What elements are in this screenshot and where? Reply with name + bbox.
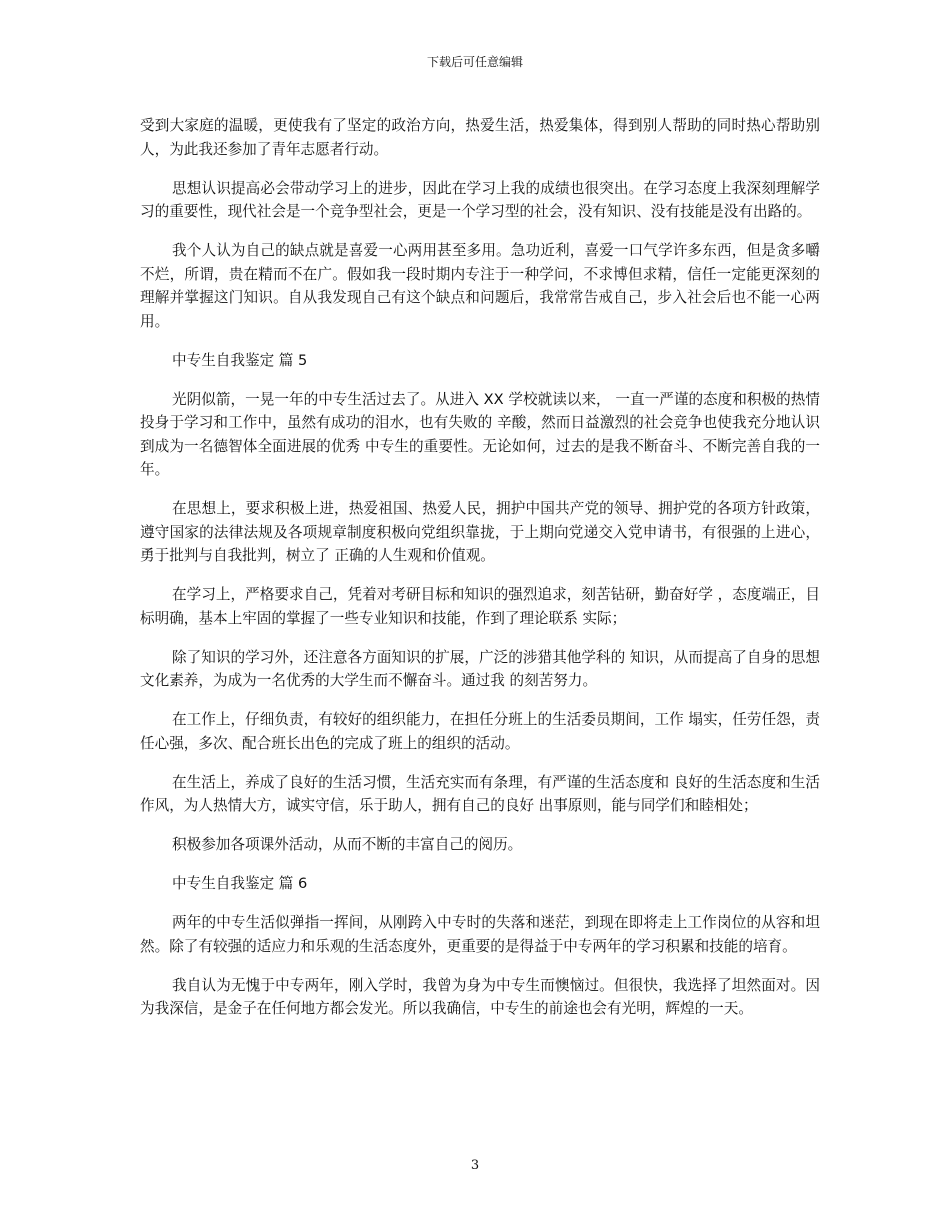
paragraph: 受到大家庭的温暖，更使我有了坚定的政治方向，热爱生活，热爱集体，得到别人帮助的同时热心帮助别人，为此我还参加了青年志愿者行动。 bbox=[140, 117, 820, 158]
paragraph: 我自认为无愧于中专两年，刚入学时，我曾为身为中专生而懊恼过。但很快，我选择了坦然面对。因为我深信，是金子在任何地方都会发光。所以我确信，中专生的前途也会有光明，辉煌的一天。 bbox=[140, 976, 820, 1017]
paragraph: 光阴似箭，一晃一年的中专生活过去了。从进入 XX 学校就读以来， 一直一严谨的态度和积极的热情投身于学习和工作中，虽然有成功的泪水，也有失败的 辛酸，然而日益激烈的社会竞争也使我充分地认识到成为一名德智体全面进展的优秀 中专生的重要性。无论如何，过去的是我不断奋斗、不断完善自我的一年。 bbox=[140, 390, 820, 478]
section-heading: 中专生自我鉴定 篇 5 bbox=[172, 351, 308, 369]
paragraph: 在学习上，严格要求自己，凭着对考研目标和知识的强烈追求，刻苦钻研，勤奋好学 ，态度端正，目标明确，基本上牢固的掌握了一些专业知识和技能，作到了理论联系 实际； bbox=[140, 586, 820, 627]
paragraph: 我个人认为自己的缺点就是喜爱一心两用甚至多用。急功近利，喜爱一口气学许多东西，但是贪多嚼不烂，所谓，贵在精而不在广。假如我一段时期内专注于一种学问，不求博但求精，信任一定能更深刻的理解并掌握这门知识。自从我发现自己有这个缺点和问题后，我常常告戒自己，步入社会后也不能一心两用。 bbox=[140, 242, 820, 330]
paragraph: 在思想上，要求积极上进，热爱祖国、热爱人民，拥护中国共产党的领导、拥护党的各项方针政策，遵守国家的法律法规及各项规章制度积极向党组织靠拢，于上期向党递交入党申请书，有很强的上进心，勇于批判与自我批判，树立了 正确的人生观和价值观。 bbox=[140, 500, 820, 564]
paragraph: 两年的中专生活似弹指一挥间，从刚跨入中专时的失落和迷茫，到现在即将走上工作岗位的从容和坦然。除了有较强的适应力和乐观的生活态度外，更重要的是得益于中专两年的学习积累和技能的培育。 bbox=[140, 914, 820, 955]
paragraph: 积极参加各项课外活动，从而不断的丰富自己的阅历。 bbox=[172, 836, 523, 853]
paragraph: 思想认识提高必会带动学习上的进步，因此在学习上我的成绩也很突出。在学习态度上我深刻理解学习的重要性，现代社会是一个竞争型社会，更是一个学习型的社会，没有知识、没有技能是没有出路的。 bbox=[140, 179, 820, 220]
section-heading: 中专生自我鉴定 篇 6 bbox=[172, 875, 308, 892]
paragraph: 在工作上，仔细负责，有较好的组织能力，在担任分班上的生活委员期间，工作 塌实，任劳任怨，责任心强，多次、配合班长出色的完成了班上的组织的活动。 bbox=[140, 711, 820, 752]
paragraph: 除了知识的学习外，还注意各方面知识的扩展，广泛的涉猎其他学科的 知识，从而提高了自身的思想文化素养，为成为一名优秀的大学生而不懈奋斗。通过我 的刻苦努力。 bbox=[140, 648, 820, 689]
page-number: 3 bbox=[470, 1158, 480, 1173]
page-header: 下载后可任意编辑 bbox=[426, 55, 523, 69]
document-body bbox=[140, 114, 820, 1036]
paragraph: 在生活上，养成了良好的生活习惯，生活充实而有条理，有严谨的生活态度和 良好的生活态度和生活作风，为人热情大方，诚实守信，乐于助人，拥有自己的良好 出事原则，能与同学们和睦相处； bbox=[140, 773, 820, 814]
